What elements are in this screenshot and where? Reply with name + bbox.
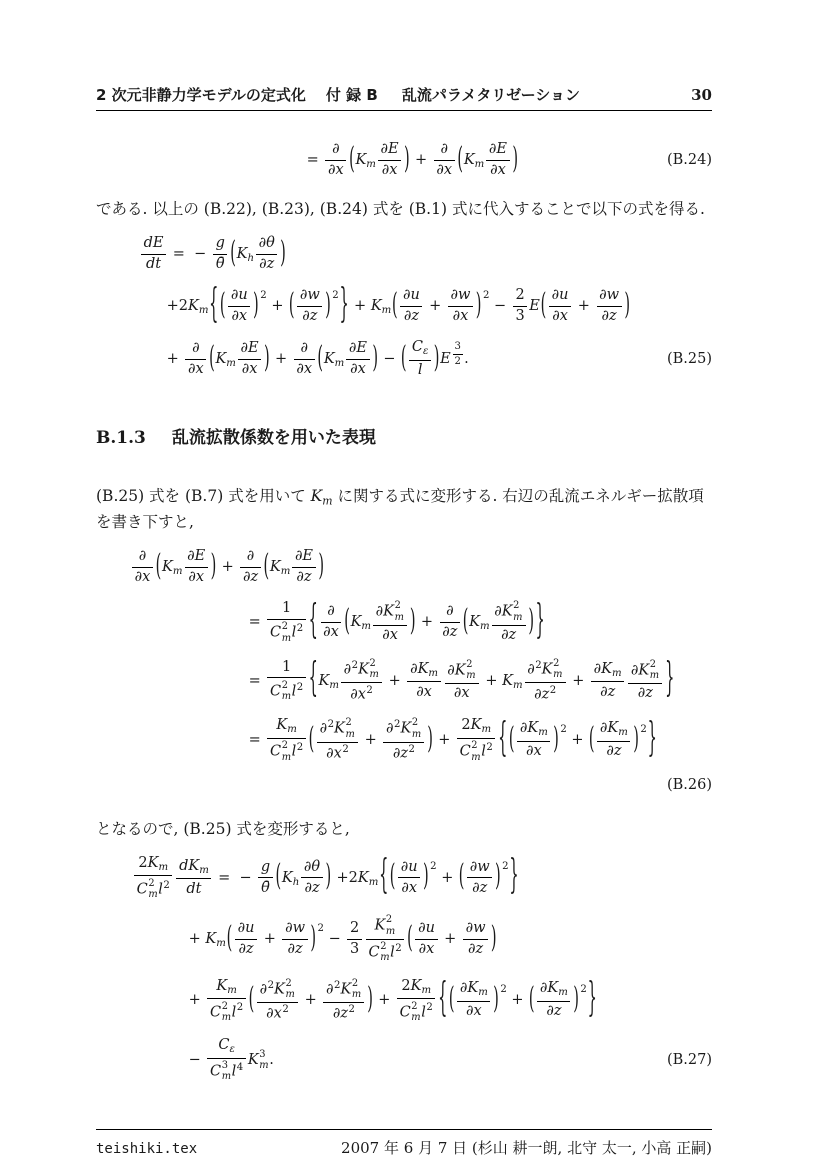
math-content: = ∂ ∂x ($K_m$ $\frac{\partial E}{\partial x}$ ) + ∂ ∂x ($K_m$ $\frac{\partial E}{\partial x}$ ) [306,141,518,178]
math-content: $+2K_m${( $\frac{\partial u}{\partial x}$ ) $^2$+ ( $\frac{\partial w}{\partial z}$ ) $^2\} + K_m$( $\frac{\partial u}{\partial z}$ + $\frac{\partial w}{\partial x}$ ) $^2$− $\frac{2}{3}$ E( $\frac{\partial u}{\partial x}$ + $\frac{\partial w}{\partial z}$ ) [166,283,631,328]
equation-line [96,600,712,644]
math-content: $2K_m$ C 2 m $l^2$ $dK_m$ dt = − $\frac{g}{\thetā}$ ($K_h$ $\frac{\partial\theta}{\partial z}$ ) $+2K_m${( $\frac{\partial u}{\partial x}$ ) $^2$+ ( $\frac{\partial w}{\partial z}$ ) $^2$} [132,870,519,886]
equation-line [96,548,712,586]
page-footer [96,1129,712,1158]
math-content: $\frac{dE}{dt}$ = − $\frac{g}{\thetā}$ ($K_h$ $\frac{\partial\theta}{\partial z}$ ) [139,246,287,262]
equation-b26 [96,548,712,793]
document-page [96,84,712,1158]
equation-line [96,141,712,179]
equation-line [96,658,712,703]
footer-filename: teishiki.tex [96,1140,198,1157]
page-number: 30 [691,86,712,104]
paragraph-3: となるので, (B.25) 式を変形すると, [96,819,350,838]
math-content: = 1 C 2 m $l^2$ {$K_m$ ∂$^2$K 2 m $\partial x^2$ + $\frac{\partial K_m}{\partial x}$ ∂K 2 m ∂x + $K_m$ ∂$^2$K 2 m $\partial z^2$ + $\frac{\partial K_m}{\partial z}$ ∂K 2 m ∂z } [248,658,675,703]
equation-tag-b26: (B.26) [666,776,712,793]
math-content: − $C_\varepsilon$ C 3 m $l^4$ K 3 m . [188,1037,274,1083]
equation-tag-b25: (B.25) [666,351,712,368]
inline-math-km: $K_m$ [310,487,333,508]
paragraph-1: である. 以上の (B.22), (B.23), (B.24) 式を (B.1) 式に代入することで以下の式を得る. [96,200,705,219]
math-content: = $K_m$ C 2 m $l^2$ ( ∂$^2$K 2 m $\partial x^2$ + ∂$^2$K 2 m $\partial z^2$ ) + $2K_m$ C 2 m $l^2$ {( $\frac{\partial K_m}{\partial x}$ ) $^2$+ ( $\frac{\partial K_m}{\partial z}$ ) $^2$} [248,717,657,763]
equation-line [96,283,712,328]
equation-line [96,855,712,901]
math-content: ∂ ∂x ($K_m$ $\frac{\partial E}{\partial x}$ ) + ∂ ∂z ($K_m$ $\frac{\partial E}{\partial z}$ ) [130,559,325,575]
equation-b24 [96,141,712,179]
equation-tag-row [96,777,712,793]
section-title: 乱流拡散係数を用いた表現 [171,428,376,449]
header-section-title: 2 次元非静力学モデルの定式化 [96,86,306,104]
equation-tag-b24: (B.24) [666,151,712,168]
paragraph-2 [96,484,712,534]
math-content: = 1 C 2 m $l^2$ { ∂ ∂x ($K_m$ ∂K 2 m ∂x ) + ∂ ∂z ($K_m$ ∂K 2 m ∂z )} [248,599,545,644]
page-header [96,84,712,111]
footer-date-authors: 2007 年 6 月 7 日 (杉山 耕一朗, 北守 太一, 小高 正嗣) [341,1138,712,1157]
equation-line [96,339,712,379]
section-heading [96,423,712,448]
math-content: + $K_m$ C 2 m $l^2$ ( ∂$^2$K 2 m $\partial x^2$ + ∂$^2$K 2 m $\partial z^2$ ) + $2K_m$ C 2 m $l^2$ {( $\frac{\partial K_m}{\partial x}$ ) $^2$+ ( $\frac{\partial K_m}{\partial z}$ ) $^2$} [188,977,597,1023]
math-content: + ∂ ∂x ($K_m$ $\frac{\partial E}{\partial x}$ ) + ∂ ∂x ($K_m$ $\frac{\partial E}{\partial x}$ ) − ( $\frac{C_\varepsilon}{l}$ )E $^{\frac{3}{2}}$ . [166,339,469,379]
equation-b25 [96,235,712,379]
header-appendix-label: 付 録 B [325,86,378,104]
equation-line [96,1037,712,1083]
equation-b27 [96,855,712,1083]
equation-tag-b27: (B.27) [666,1051,712,1068]
paragraph-2-post: に関する式に変形する. 右辺の乱流エネルギー拡散項を書き下すと, [96,487,704,532]
equation-line [96,717,712,763]
math-content: + $K_m$( $\frac{\partial u}{\partial z}$ + $\frac{\partial w}{\partial z}$ ) $^2$− $\frac{2}{3}$ K 2 m C 2 m $l^2$ ( $\frac{\partial u}{\partial x}$ + $\frac{\partial w}{\partial z}$ ) [188,914,497,964]
header-chapter-title: 乱流パラメタリゼーション [401,86,581,104]
equation-line [96,235,712,273]
equation-line [96,978,712,1024]
section-number: B.1.3 [96,428,146,449]
paragraph-2-pre: (B.25) 式を (B.7) 式を用いて [96,487,311,506]
equation-line [96,914,712,963]
